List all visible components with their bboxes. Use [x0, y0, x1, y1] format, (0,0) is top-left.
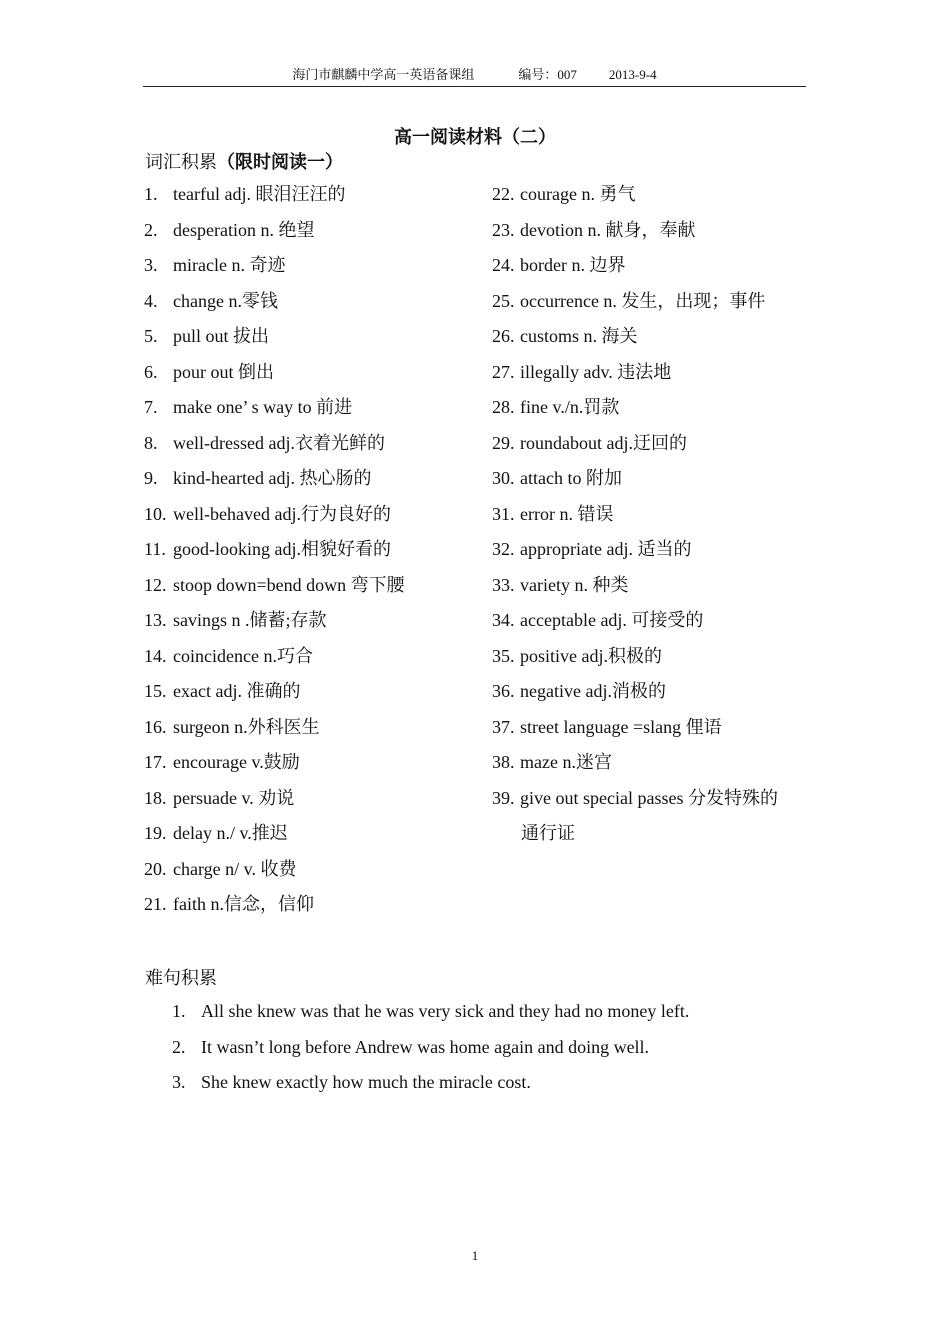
sentence-text: She knew exactly how much the miracle cost. [201, 1072, 531, 1092]
sentences-list [172, 994, 689, 1101]
vocab-list-left [144, 177, 474, 923]
vocab-item [492, 639, 812, 675]
vocab-item-text: error n. 错误 [520, 503, 614, 524]
vocab-item-text: stoop down=bend down 弯下腰 [173, 574, 405, 595]
vocab-item-text: give out special passes 分发特殊的 [520, 787, 778, 808]
vocab-item [492, 710, 812, 746]
vocab-item-text: faith n.信念，信仰 [173, 894, 314, 914]
vocab-item-text: make one’ s way to 前进 [173, 397, 353, 417]
sentence-text: All she knew was that he was very sick and they had no money left. [201, 1001, 690, 1021]
vocab-item-text: occurrence n. 发生，出现；事件 [520, 290, 766, 311]
vocab-item [492, 532, 812, 568]
vocab-item [144, 639, 474, 675]
vocab-item-text: miracle n. 奇迹 [173, 255, 286, 275]
vocab-item-number: 5. [144, 326, 158, 346]
vocab-item [144, 390, 474, 426]
header-date: 2013-9-4 [608, 67, 657, 82]
vocab-item [144, 177, 474, 213]
vocab-item-number: 14. [144, 645, 167, 666]
vocab-item-text: good-looking adj.相貌好看的 [173, 539, 391, 559]
vocab-item [144, 248, 474, 284]
vocab-heading-prefix: 词汇积累 [145, 152, 217, 172]
sentence-number: 3. [172, 1072, 186, 1092]
vocab-item-text: pull out 拔出 [173, 326, 270, 346]
vocab-item-number: 1. [144, 184, 158, 204]
vocab-item-text: border n. 边界 [520, 255, 626, 275]
vocab-item [144, 426, 474, 462]
vocab-item-number: 36. [492, 681, 515, 701]
vocab-item-number: 22. [492, 184, 515, 204]
vocab-item [144, 355, 474, 391]
vocab-item-number: 13. [144, 610, 167, 630]
vocab-item-text: customs n. 海关 [520, 326, 638, 346]
vocab-item-number: 20. [144, 858, 167, 879]
vocab-item [492, 390, 812, 426]
vocab-item-number: 31. [492, 503, 515, 524]
vocab-heading-bold: （限时阅读一） [217, 152, 343, 172]
sentence-item [172, 994, 689, 1030]
vocab-item-number: 30. [492, 468, 515, 488]
vocab-item-number: 32. [492, 539, 515, 559]
sentences-heading: 难句积累 [145, 968, 217, 988]
vocab-item-number: 24. [492, 255, 515, 275]
vocab-item-text: tearful adj. 眼泪汪汪的 [173, 184, 346, 204]
vocab-item-text: street language =slang 俚语 [520, 716, 722, 737]
vocab-item-number: 26. [492, 326, 515, 346]
vocab-item [492, 674, 812, 710]
vocab-item-number: 18. [144, 787, 167, 808]
sentence-item [172, 1030, 689, 1066]
vocab-item-number: 23. [492, 219, 515, 240]
vocab-item-text: appropriate adj. 适当的 [520, 539, 692, 559]
vocab-item [144, 568, 474, 604]
sentence-number: 1. [172, 1001, 186, 1021]
vocab-item-number: 37. [492, 716, 515, 737]
header-school: 海门市麒麟中学高一英语备课组 [292, 67, 475, 82]
vocab-item [144, 497, 474, 533]
page-number: 1 [471, 1248, 479, 1263]
vocab-item-number: 28. [492, 397, 515, 417]
vocab-item-text: desperation n. 绝望 [173, 219, 315, 240]
vocab-item [492, 745, 812, 781]
vocab-item-number: 2. [144, 219, 158, 240]
sentence-text: It wasn’t long before Andrew was home again and doing well. [201, 1036, 650, 1057]
sentence-item [172, 1065, 689, 1101]
vocab-item [492, 284, 812, 320]
vocab-item-number: 17. [144, 752, 167, 772]
vocab-item [144, 887, 474, 923]
vocab-item-text: exact adj. 准确的 [173, 681, 301, 701]
vocab-item [144, 532, 474, 568]
vocab-item-text: delay n./ v.推迟 [173, 823, 288, 843]
vocab-item [492, 461, 812, 497]
vocab-item-text: courage n. 勇气 [520, 184, 636, 204]
vocab-item [492, 177, 812, 213]
vocab-item-number: 3. [144, 255, 158, 275]
vocab-item [492, 426, 812, 462]
vocab-item-number: 7. [144, 397, 158, 417]
vocab-item [144, 674, 474, 710]
vocab-item-number: 39. [492, 787, 515, 808]
vocab-item-number: 21. [144, 894, 167, 914]
vocab-item-text: well-dressed adj.衣着光鲜的 [173, 432, 385, 453]
vocab-item [492, 213, 812, 249]
vocab-item-number: 12. [144, 574, 167, 595]
vocab-item-number: 15. [144, 681, 167, 701]
vocab-item [492, 319, 812, 355]
vocab-item [144, 745, 474, 781]
vocab-item-text: persuade v. 劝说 [173, 787, 295, 808]
vocab-item-number: 34. [492, 610, 515, 630]
vocab-item-number: 19. [144, 823, 167, 843]
vocab-item-text: savings n .储蓄;存款 [173, 610, 327, 630]
vocab-item-number: 4. [144, 290, 158, 311]
vocab-item [492, 568, 812, 604]
vocab-item-number: 9. [144, 468, 158, 488]
vocab-item-text: positive adj.积极的 [520, 645, 662, 666]
sentence-number: 2. [172, 1036, 186, 1057]
vocab-item-text: acceptable adj. 可接受的 [520, 610, 704, 630]
vocab-item-text: negative adj.消极的 [520, 681, 666, 701]
vocab-item-text: change n.零钱 [173, 290, 278, 311]
vocab-item-text: fine v./n.罚款 [520, 397, 620, 417]
vocab-item-text: illegally adv. 违法地 [520, 361, 672, 382]
vocab-item [144, 319, 474, 355]
vocab-item-text: attach to 附加 [520, 468, 622, 488]
page-header [143, 64, 806, 87]
document-title: 高一阅读材料（二） [394, 127, 556, 147]
vocab-item-number: 29. [492, 432, 515, 453]
vocab-item [492, 781, 812, 843]
vocab-item-number: 25. [492, 290, 515, 311]
vocab-item [144, 852, 474, 888]
vocab-item-number: 11. [144, 539, 166, 559]
vocab-item-number: 35. [492, 645, 515, 666]
vocab-item-text: devotion n. 献身，奉献 [520, 219, 696, 240]
vocab-item-number: 38. [492, 752, 515, 772]
vocab-heading [145, 148, 343, 174]
vocab-item-number: 27. [492, 361, 515, 382]
vocab-item-number: 16. [144, 716, 167, 737]
vocab-item-text: surgeon n.外科医生 [173, 716, 320, 737]
vocab-item-number: 8. [144, 432, 158, 453]
vocab-item-text: kind-hearted adj. 热心肠的 [173, 468, 372, 488]
header-number: 编号：007 [518, 67, 577, 82]
vocab-item [144, 816, 474, 852]
vocab-item-number: 33. [492, 574, 515, 595]
vocab-item-text: maze n.迷宫 [520, 752, 612, 772]
vocab-item-number: 6. [144, 361, 158, 382]
vocab-item [144, 710, 474, 746]
vocab-item-text: well-behaved adj.行为良好的 [173, 503, 391, 524]
vocab-item [144, 603, 474, 639]
vocab-list-right [492, 177, 812, 843]
vocab-item [144, 284, 474, 320]
vocab-item-text: charge n/ v. 收费 [173, 858, 297, 879]
vocab-item [144, 461, 474, 497]
vocab-item-text: roundabout adj.迂回的 [520, 432, 687, 453]
vocab-item [144, 213, 474, 249]
vocab-item [492, 355, 812, 391]
vocab-item-text: pour out 倒出 [173, 361, 274, 382]
vocab-item-text: variety n. 种类 [520, 574, 629, 595]
vocab-item-text: coincidence n.巧合 [173, 645, 313, 666]
vocab-item [492, 497, 812, 533]
vocab-item-continuation: 通行证 [521, 823, 575, 843]
vocab-item [144, 781, 474, 817]
vocab-item [492, 248, 812, 284]
vocab-item [492, 603, 812, 639]
vocab-item-number: 10. [144, 503, 167, 524]
vocab-item-text: encourage v.鼓励 [173, 752, 300, 772]
